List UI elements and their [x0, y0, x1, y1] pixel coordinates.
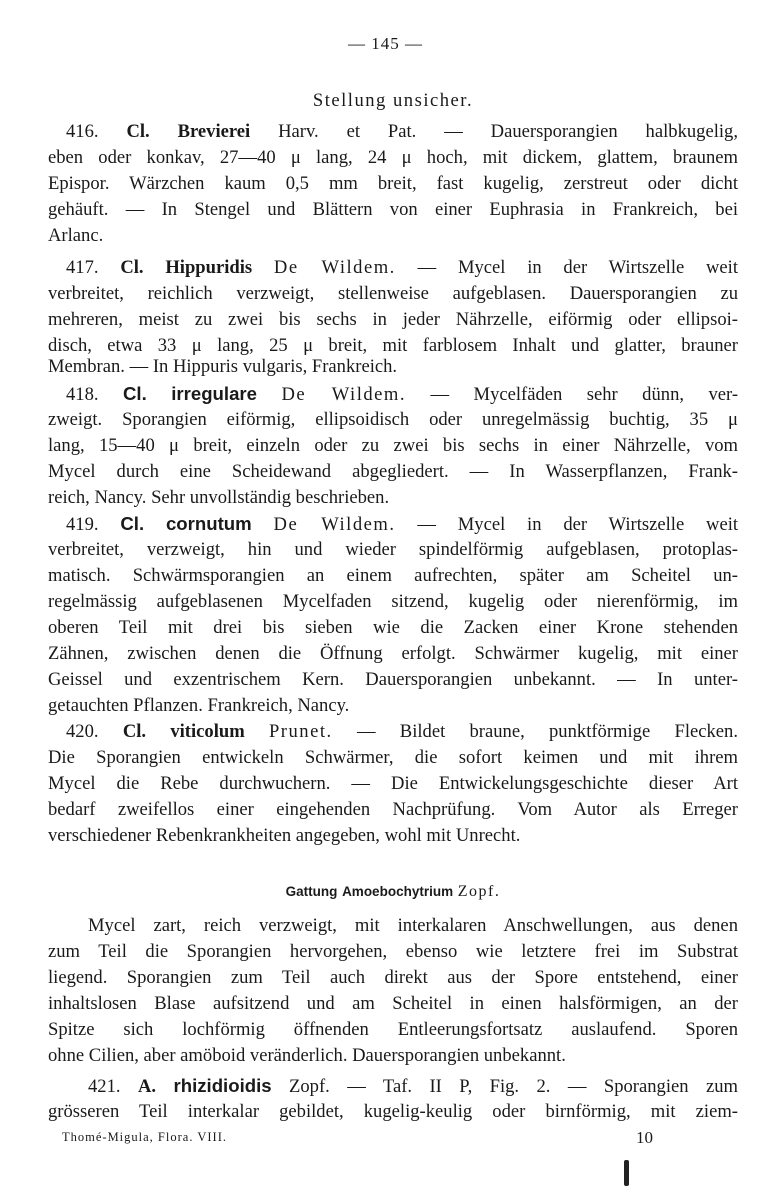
entry-text: — Mycel in der Wirtszelle weit — [417, 514, 739, 535]
species-name: Brevierei — [177, 121, 251, 142]
author-name: De Wildem. — [273, 257, 396, 278]
genus-description-line-3: liegend. Sporangien zum Teil auch direkt aus der Spore entstehend, einer — [48, 967, 738, 988]
entry-418-line-4: Mycel durch eine Scheidewand abgegliedert. — In Wasserpflanzen, Frank- — [48, 461, 738, 482]
entry-number: 418. — [66, 384, 99, 405]
entry-419-line-5: oberen Teil mit drei bis sieben wie die Zacken einer Krone stehenden — [48, 617, 738, 638]
entry-number: 417. — [66, 257, 99, 278]
entry-418-line-3: lang, 15—40 μ breit, einzeln oder zu zwei bis sechs in einer Nährzelle, vom — [48, 435, 738, 456]
entry-419-line-7: Geissel und exzentrischem Kern. Dauersporangien unbekannt. — In unter- — [48, 669, 738, 690]
entry-416-line-5: Arlanc. — [48, 225, 104, 246]
footer-signature: Thomé-Migula, Flora. VIII. — [62, 1130, 227, 1144]
entry-420-line-2: Die Sporangien entwickeln Schwärmer, die sofort keimen und mit ihrem — [48, 747, 738, 768]
ink-mark — [624, 1160, 629, 1186]
page-number: — 145 — — [348, 34, 423, 53]
entry-421-line-1 — [48, 1077, 738, 1097]
entry-421-line-2: grösseren Teil interkalar gebildet, kugelig-keulig oder birnförmig, mit ziem- — [48, 1101, 738, 1122]
entry-number: 416. — [66, 121, 99, 142]
entry-419-line-6: Zähnen, zwischen denen die Öffnung erfolgt. Schwärmer kugelig, mit einer — [48, 643, 738, 664]
entry-text: — Bildet braune, punktförmige Flecken. — [356, 721, 738, 742]
author-name: De Wildem. — [281, 384, 407, 405]
entry-number: 420. — [66, 721, 99, 742]
entry-417-line-3: mehreren, meist zu zwei bis sechs in jeder Nährzelle, eiförmig oder ellipsoi- — [48, 309, 738, 330]
entry-419-line-8: getauchten Pflanzen. Frankreich, Nancy. — [48, 695, 350, 716]
species-name: cornutum — [165, 513, 252, 534]
entry-419-line-3: matisch. Schwärmsporangien an einem aufrechten, später am Scheitel un- — [48, 565, 738, 586]
genus-abbrev: Cl. — [123, 383, 147, 404]
entry-418-line-1 — [48, 385, 738, 405]
genus-description-line-6: ohne Cilien, aber amöboid veränderlich. Dauersporangien unbekannt. — [48, 1045, 566, 1066]
entry-number: 421. — [88, 1076, 121, 1097]
entry-417-line-2: verbreitet, reichlich verzweigt, stellenweise aufgeblasen. Dauersporangien zu — [48, 283, 738, 304]
genus-heading-prefix: Gattung — [285, 884, 338, 899]
entry-416-line-3: Epispor. Wärzchen kaum 0,5 mm breit, fast kugelig, zerstreut oder dicht — [48, 173, 738, 194]
entry-419-line-1 — [48, 515, 738, 535]
entry-number: 419. — [66, 514, 99, 535]
genus-abbrev: Cl. — [126, 121, 150, 142]
entry-419-line-2: verbreitet, verzweigt, hin und wieder spindelförmig aufgeblasen, protoplas- — [48, 539, 738, 560]
genus-abbrev: Cl. — [122, 721, 147, 742]
entry-420-line-4: bedarf zweifellos einer eingehenden Nachprüfung. Vom Autor als Erreger — [48, 799, 738, 820]
entry-420-line-5: verschiedener Rebenkrankheiten angegeben, wohl mit Unrecht. — [48, 825, 521, 846]
entry-417-line-5: Membran. — In Hippuris vulgaris, Frankreich. — [48, 356, 398, 377]
entry-text: — Mycel in der Wirtszelle weit — [417, 257, 739, 278]
genus-description-line-2: zum Teil die Sporangien hervorgehen, ebenso wie letztere frei im Substrat — [48, 941, 738, 962]
section-heading: Stellung unsicher. — [312, 90, 474, 111]
genus-description-line-1: Mycel zart, reich verzweigt, mit interkalaren Anschwellungen, aus denen — [88, 915, 738, 936]
author-name: Harv. et Pat. — [278, 121, 417, 142]
entry-419-line-4: regelmässig aufgeblasenen Mycelfaden sitzend, kugelig oder nierenförmig, im — [48, 591, 738, 612]
genus-abbrev: A. — [137, 1076, 157, 1097]
entry-416-line-2: eben oder konkav, 27—40 μ lang, 24 μ hoch, mit dickem, glattem, braunem — [48, 147, 738, 168]
author-name: Prunet. — [268, 721, 333, 742]
species-name: viticolum — [170, 721, 245, 742]
entry-text: — Taf. II P, Fig. 2. — Sporangien zum — [347, 1076, 738, 1097]
genus-heading — [48, 882, 738, 901]
entry-420-line-1 — [48, 723, 738, 742]
author-name: Zopf. — [289, 1076, 330, 1097]
genus-heading-name: Amoebochytrium — [342, 884, 454, 899]
genus-description-line-4: inhaltslosen Blase aufsitzend und am Scheitel in einen halsförmigen, an der — [48, 993, 738, 1014]
genus-abbrev: Cl. — [120, 513, 145, 534]
genus-heading-author: Zopf. — [457, 883, 501, 900]
entry-420-line-3: Mycel die Rebe durchwuchern. — Die Entwickelungsgeschichte dieser Art — [48, 773, 738, 794]
species-name: rhizidioidis — [173, 1075, 272, 1096]
entry-416-line-1 — [48, 123, 738, 142]
entry-text: — Mycelfäden sehr dünn, ver- — [430, 384, 739, 405]
genus-abbrev: Cl. — [120, 257, 144, 278]
entry-417-line-1 — [48, 259, 738, 278]
entry-417-line-4: disch, etwa 33 μ lang, 25 μ breit, mit farblosem Inhalt und glatter, brauner — [48, 335, 738, 356]
species-name: irregulare — [171, 383, 257, 404]
genus-description-line-5: Spitze sich lochförmig öffnenden Entleerungsfortsatz auslaufend. Sporen — [48, 1019, 738, 1040]
entry-text: — Dauersporangien halbkugelig, — [444, 121, 738, 142]
footer-sheet-number: 10 — [636, 1128, 653, 1147]
author-name: De Wildem. — [273, 514, 396, 535]
entry-418-line-5: reich, Nancy. Sehr unvollständig beschrieben. — [48, 487, 390, 508]
entry-416-line-4: gehäuft. — In Stengel und Blättern von einer Euphrasia in Frankreich, bei — [48, 199, 738, 220]
entry-418-line-2: zweigt. Sporangien eiförmig, ellipsoidisch oder unregelmässig buchtig, 35 μ — [48, 409, 738, 430]
species-name: Hippuridis — [165, 257, 253, 278]
